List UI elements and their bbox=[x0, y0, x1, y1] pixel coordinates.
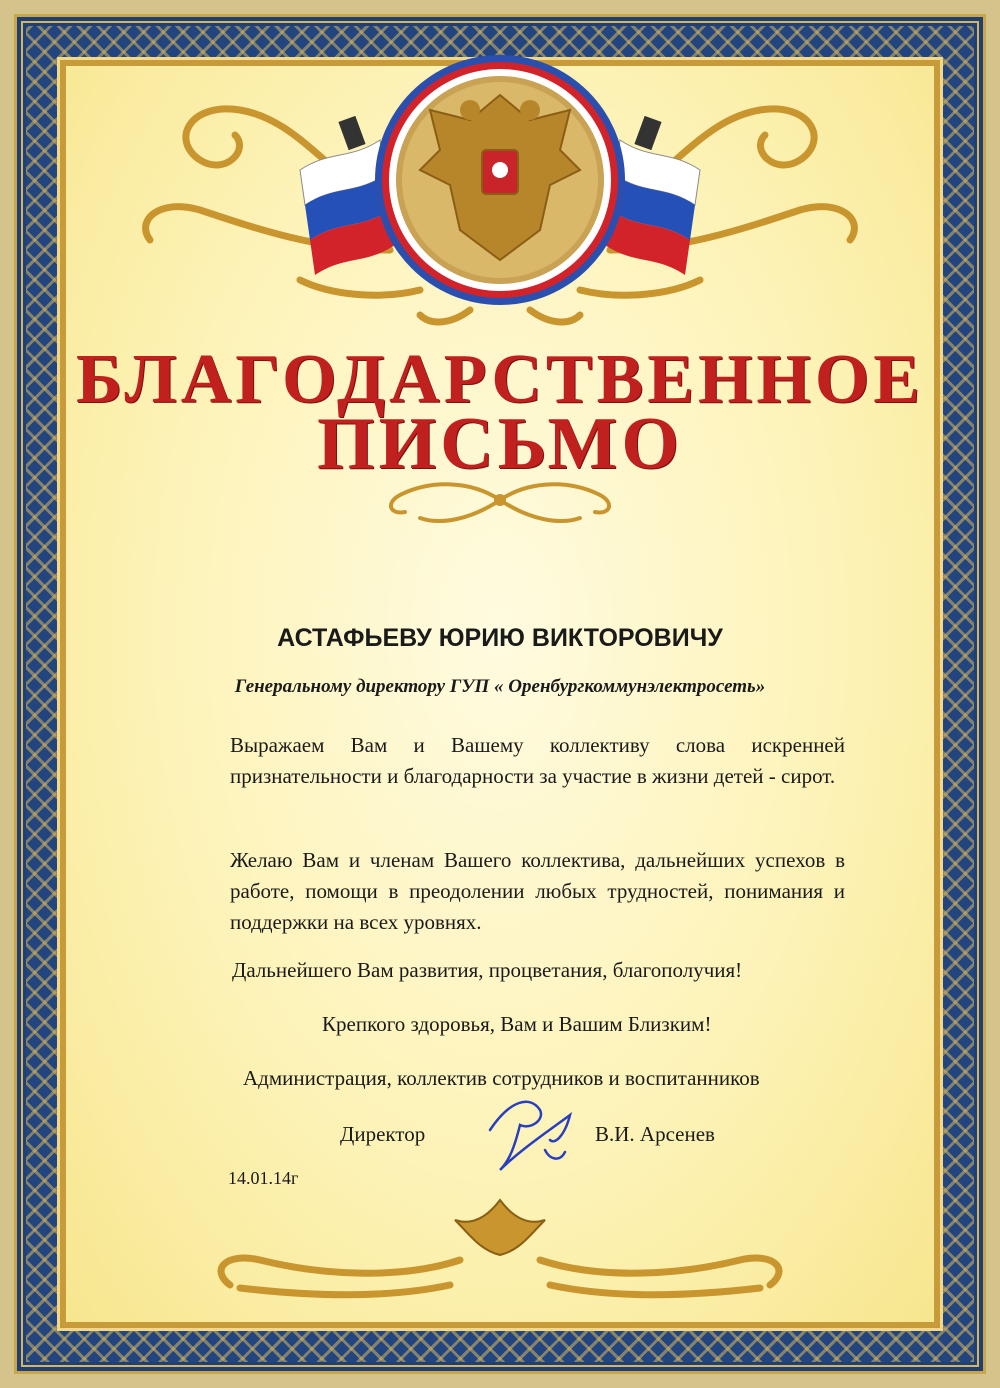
title-line-1: БЛАГОДАРСТВЕННОЕ bbox=[76, 341, 924, 418]
wish-line-2: Крепкого здоровья, Вам и Вашим Близким! bbox=[322, 1012, 712, 1036]
sender-line: Администрация, коллектив сотрудников и воспитанников bbox=[243, 1066, 760, 1090]
title-line-2: ПИСЬМО bbox=[317, 403, 683, 485]
signatory-role: Директор bbox=[340, 1122, 426, 1146]
coat-of-arms-icon bbox=[375, 55, 625, 305]
bottom-ornament bbox=[0, 1190, 1000, 1320]
recipient-name: АСТАФЬЕВУ ЮРИЮ ВИКТОРОВИЧУ bbox=[277, 624, 723, 652]
top-ornament bbox=[0, 0, 1000, 340]
signature-icon bbox=[470, 1090, 590, 1180]
recipient-position: Генеральному директору ГУП « Оренбургкоммунэлектросеть» bbox=[234, 676, 766, 697]
document-date: 14.01.14г bbox=[228, 1168, 299, 1188]
paragraph-gratitude: Выражаем Вам и Вашему коллективу слова искренней признательности и благодарности за участие в жизни детей - сирот. bbox=[230, 733, 845, 788]
signatory-name: В.И. Арсенев bbox=[595, 1122, 715, 1146]
paragraph-wishes: Желаю Вам и членам Вашего коллектива, дальнейших успехов в работе, помощи в преодолении любых трудностей, понимания и поддержки на всех уровнях. bbox=[230, 848, 845, 934]
wish-line-1: Дальнейшего Вам развития, процветания, благополучия! bbox=[232, 958, 743, 982]
gold-flourish-icon bbox=[221, 1200, 779, 1295]
gold-flourish-icon bbox=[0, 470, 1000, 540]
